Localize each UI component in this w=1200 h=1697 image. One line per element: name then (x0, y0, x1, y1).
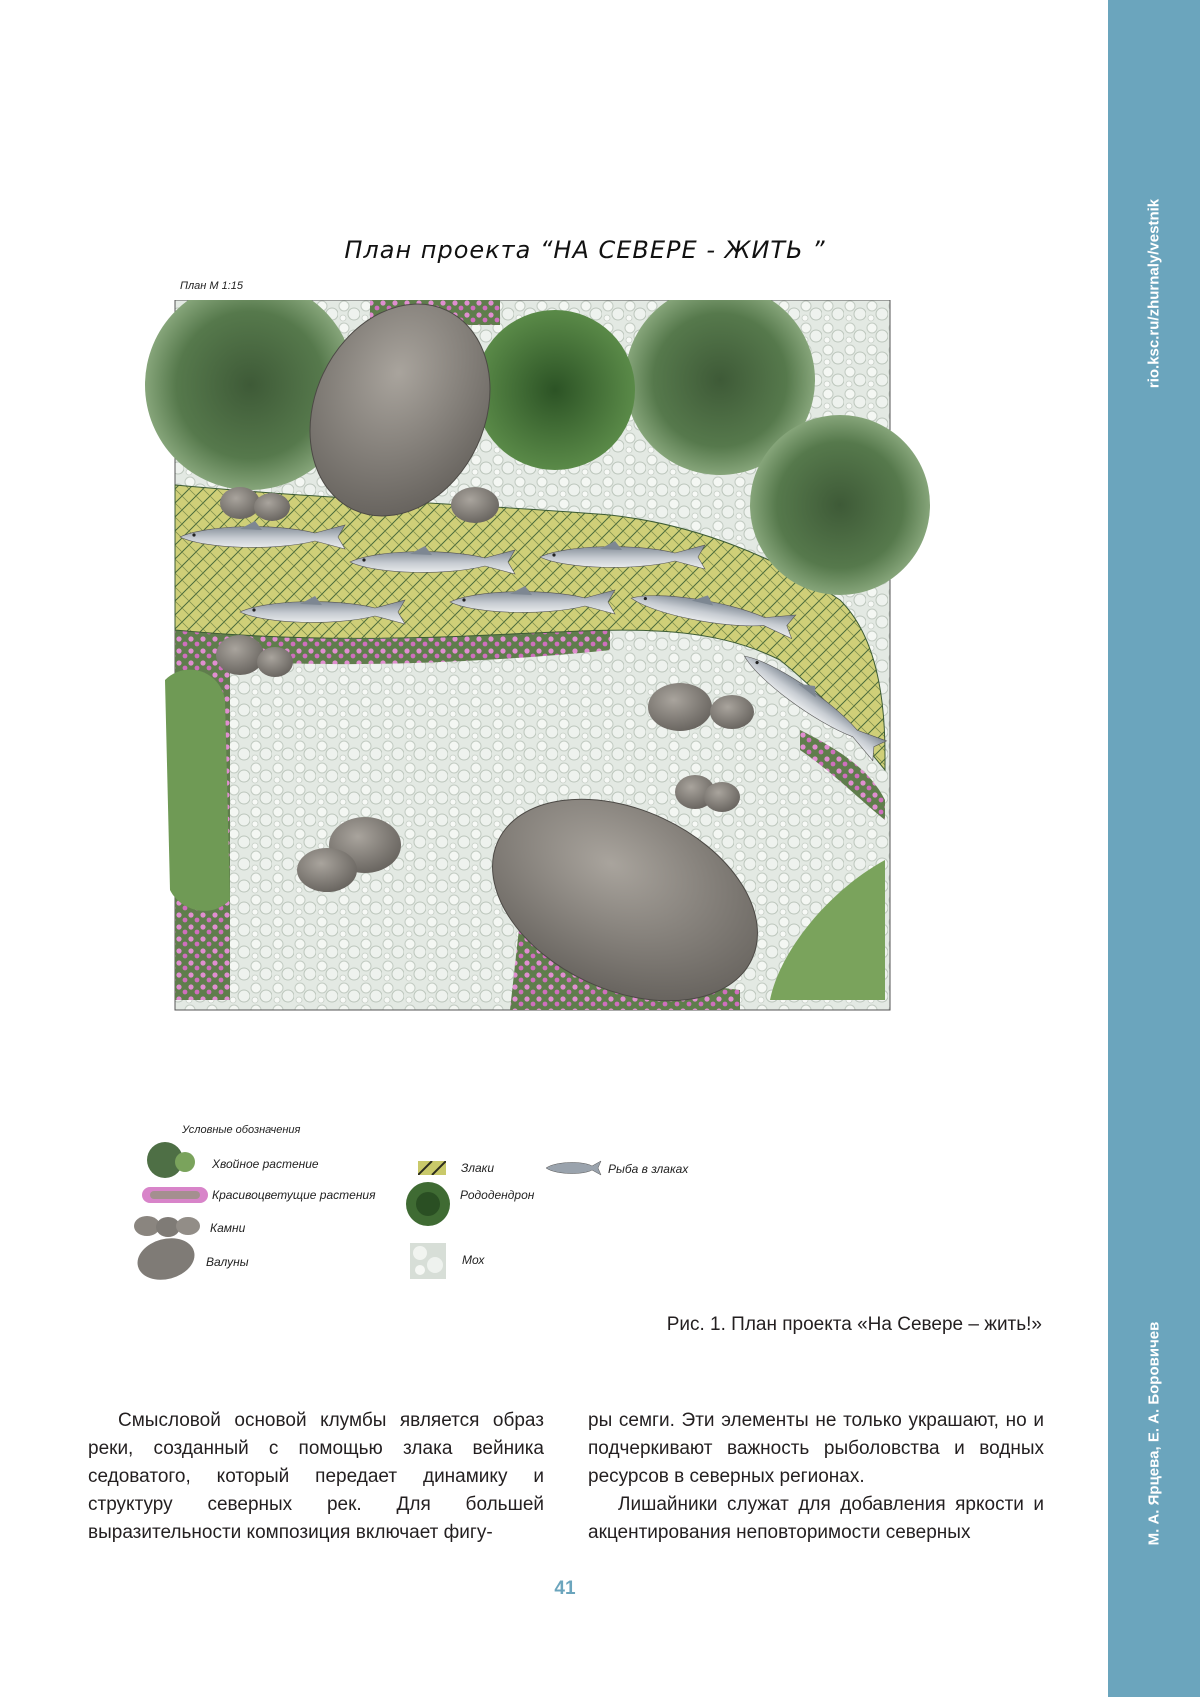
legend-flowering-icon (140, 1183, 210, 1207)
stone (254, 493, 290, 521)
legend-boulders-label: Валуны (206, 1255, 249, 1269)
stone (648, 683, 712, 731)
legend-stones-label: Камни (210, 1221, 246, 1235)
plan-scale: План М 1:15 (180, 280, 244, 292)
legend-flowering-label: Красивоцветущие растения (212, 1188, 376, 1202)
running-authors: М. А. Ярцева, Е. А. Боровичев (1145, 1321, 1163, 1546)
legend-conifer-icon (140, 1140, 200, 1180)
stone (257, 647, 293, 677)
paragraph: ры семги. Эти элементы не только украшают, но и подчеркивают важность рыболовства и водных ресурсов в северных регионах. (588, 1410, 1044, 1487)
stone (451, 487, 499, 523)
legend-rhododendron-icon (404, 1180, 452, 1228)
rhododendron (475, 310, 635, 470)
legend-title: Условные обозначения (182, 1124, 301, 1136)
legend-fish-label: Рыба в злаках (608, 1162, 689, 1176)
legend-rhododendron-label: Рододендрон (460, 1188, 535, 1202)
stone (297, 848, 357, 892)
conifer-right (750, 415, 930, 595)
stone (710, 695, 754, 729)
legend-moss-label: Мох (462, 1253, 485, 1267)
stone (220, 487, 260, 519)
legend-conifer-label: Хвойное растение (212, 1157, 319, 1171)
figure-caption: Рис. 1. План проекта «На Севере – жить!» (666, 1314, 1042, 1335)
stone (216, 635, 264, 675)
legend-grasses-label: Злаки (461, 1161, 495, 1175)
legend-grasses-icon (418, 1161, 446, 1175)
plan-title: План проекта “НА СЕВЕРЕ - ЖИТЬ ” (344, 236, 826, 264)
stone (704, 782, 740, 812)
paragraph: Смысловой основой клумбы является образ реки, созданный с помощью злака вейника седоватого, который передает динамику и структуру северных рек. Для большей выразительности композиция включает фигу- (88, 1410, 544, 1543)
garden-plan-figure (140, 300, 1030, 1110)
legend-moss-icon (410, 1243, 446, 1279)
text-column-right (588, 1407, 1044, 1547)
text-column-left (88, 1407, 544, 1547)
page-number: 41 (554, 1578, 576, 1599)
journal-url: rio.ksc.ru/zhurnaly/vestnik (1145, 198, 1163, 389)
legend-fish-icon (546, 1160, 602, 1176)
shrubs-left (165, 670, 230, 911)
legend-boulders-icon (134, 1236, 198, 1282)
paragraph: Лишайники служат для добавления яркости и акцентирования неповторимости северных (588, 1494, 1044, 1543)
